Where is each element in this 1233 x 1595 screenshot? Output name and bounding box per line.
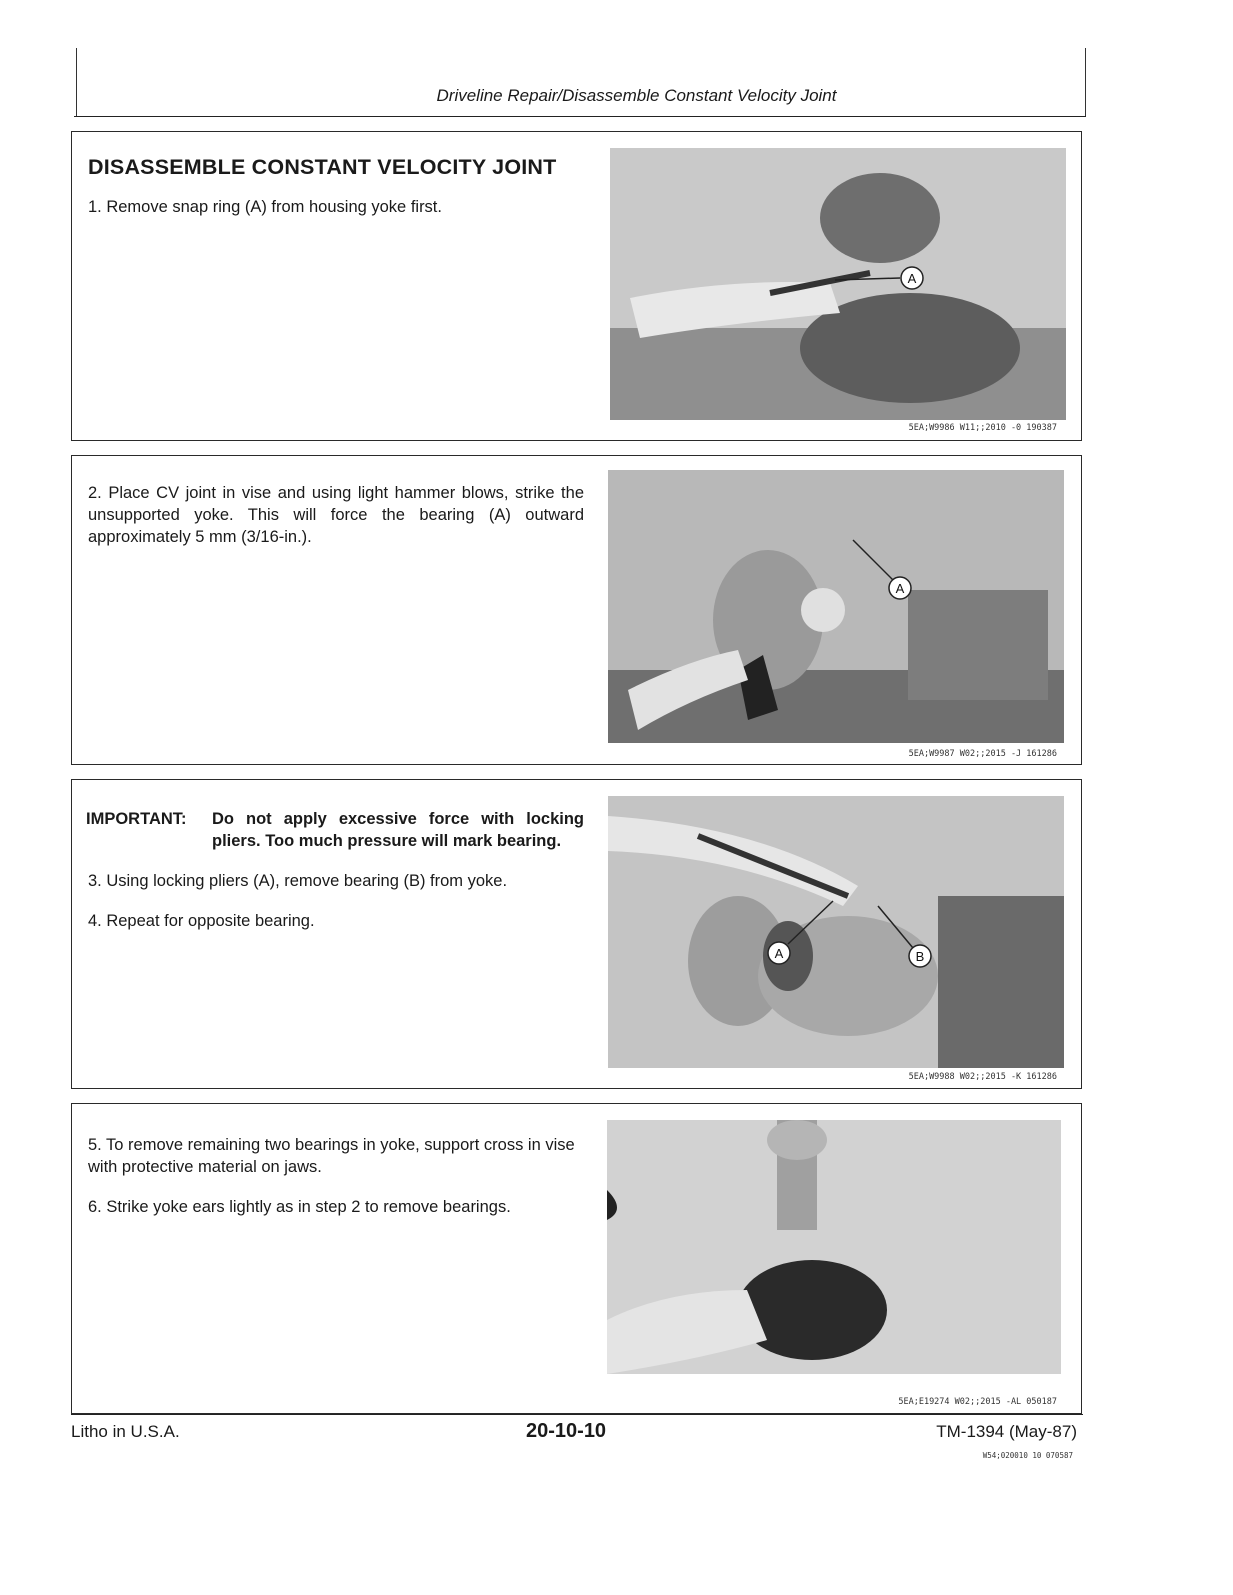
panel-3-text xyxy=(84,808,584,950)
step-2: 2. Place CV joint in vise and using light hammer blows, strike the unsupported yoke. This will force the bearing (A) outward approximately 5 mm (3/16-in.). xyxy=(88,484,584,546)
photo-code: 5EA;W9986 W11;;2010 -0 190387 xyxy=(908,423,1057,433)
panel-remove-snap-ring xyxy=(71,131,1082,441)
important-note xyxy=(86,808,584,852)
photo-locking-pliers xyxy=(608,796,1064,1068)
photo-strike-yoke-ears xyxy=(607,1120,1061,1374)
photo-snap-ring-removal xyxy=(610,148,1066,420)
photo-code: 5EA;W9987 W02;;2015 -J 161286 xyxy=(908,749,1057,759)
important-label: IMPORTANT: xyxy=(86,810,187,828)
panel-remaining-bearings xyxy=(71,1103,1082,1414)
footer-litho: Litho in U.S.A. xyxy=(71,1422,180,1441)
panel-remove-bearing xyxy=(71,779,1082,1089)
panel-strike-yoke xyxy=(71,455,1082,765)
page-number: 20-10-10 xyxy=(526,1420,607,1442)
section-title: DISASSEMBLE CONSTANT VELOCITY JOINT xyxy=(88,155,557,179)
step-3: 3. Using locking pliers (A), remove bearing (B) from yoke. xyxy=(88,872,508,890)
photo-code: 5EA;W9988 W02;;2015 -K 161286 xyxy=(908,1072,1057,1082)
callout-b: B xyxy=(915,949,925,964)
important-message: Do not apply excessive force with locking pliers. Too much pressure will mark bearing. xyxy=(212,810,584,850)
callout-a: A xyxy=(774,946,784,961)
step-1: 1. Remove snap ring (A) from housing yoke first. xyxy=(88,198,442,216)
footer-code: W54;020010 10 070587 xyxy=(982,1451,1073,1460)
panel-2-text xyxy=(84,482,584,566)
panel-1-text xyxy=(84,156,584,236)
footer-manual-id: TM-1394 (May-87) xyxy=(936,1422,1077,1441)
step-5: 5. To remove remaining two bearings in yoke, support cross in vise with protective material on jaws. xyxy=(88,1136,575,1176)
callout-a: A xyxy=(895,581,905,596)
footer-rule xyxy=(71,1414,1083,1415)
photo-cv-joint-in-vise xyxy=(608,470,1064,743)
header-rule xyxy=(74,116,1086,117)
photo-code: 5EA;E19274 W02;;2015 -AL 050187 xyxy=(898,1397,1057,1407)
step-6: 6. Strike yoke ears lightly as in step 2 to remove bearings. xyxy=(88,1198,511,1216)
step-4: 4. Repeat for opposite bearing. xyxy=(88,912,315,930)
page-header-title: Driveline Repair/Disassemble Constant Velocity Joint xyxy=(436,86,837,105)
panel-4-text xyxy=(84,1134,584,1236)
callout-a: A xyxy=(907,271,917,286)
